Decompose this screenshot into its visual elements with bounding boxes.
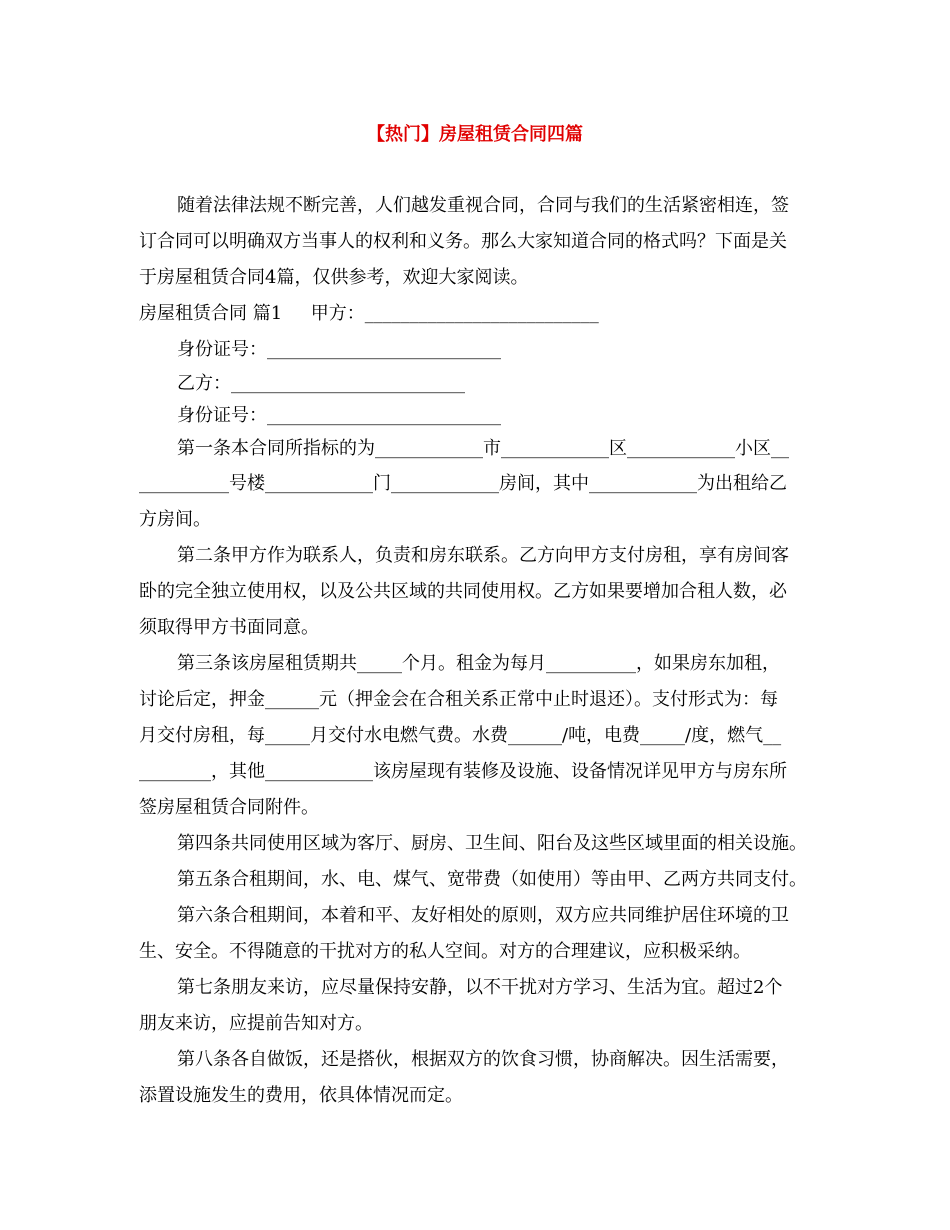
clause-line: 第五条合租期间，水、电、煤气、宽带费（如使用）等由甲、乙两方共同支付。 <box>177 869 807 890</box>
paragraph-line: 于房屋租赁合同4篇，仅供参考，欢迎大家阅读。 <box>139 267 529 288</box>
clause-line: 第六条合租期间，本着和平、友好相处的原则，双方应共同维护居住环境的卫 <box>177 905 789 926</box>
clause-line: 第七条朋友来访，应尽量保持安静，以不干扰对方学习、生活为宜。超过2个 <box>177 977 783 998</box>
paragraph-line: 随着法律法规不断完善，人们越发重视合同，合同与我们的生活紧密相连，签 <box>177 195 789 216</box>
clause-line: 第二条甲方作为联系人，负责和房东联系。乙方向甲方支付房租，享有房间客 <box>177 545 789 566</box>
clause-line: __________号楼____________门____________房间，其中____________为出租给乙 <box>139 473 787 494</box>
document-title: 【热门】房屋租赁合同四篇 <box>367 124 583 145</box>
clause-line: 朋友来访，应提前告知对方。 <box>139 1013 373 1034</box>
clause-line: 第一条本合同所指标的为____________市____________区____________小区__ <box>177 438 789 459</box>
clause-line: 添置设施发生的费用，依具体情况而定。 <box>139 1085 463 1106</box>
paragraph-line: 订合同可以明确双方当事人的权利和义务。那么大家知道合同的格式吗？下面是关 <box>139 231 787 252</box>
clause-line: ________，其他____________该房屋现有装修及设施、设备情况详见甲方与房东所 <box>139 761 787 782</box>
clause-line: 讨论后定，押金______元（押金会在合租关系正常中止时退还）。支付形式为：每 <box>139 689 778 710</box>
clause-line: 卧的完全独立使用权，以及公共区域的共同使用权。乙方如果要增加合租人数，必 <box>139 581 787 602</box>
clause-line: 月交付房租，每_____月交付水电燃气费。水费______/吨，电费_____/度，燃气__ <box>139 725 782 746</box>
id-number-line: 身份证号：__________________________ <box>177 339 501 360</box>
clause-line: 方房间。 <box>139 509 211 530</box>
clause-line: 生、安全。不得随意的干扰对方的私人空间。对方的合理建议，应积极采纳。 <box>139 941 751 962</box>
section-heading-line: 房屋租赁合同 篇1 甲方：__________________________ <box>139 303 599 324</box>
id-number-line: 身份证号：__________________________ <box>177 405 501 426</box>
clause-line: 签房屋租赁合同附件。 <box>139 797 319 818</box>
clause-line: 第四条共同使用区域为客厅、厨房、卫生间、阳台及这些区域里面的相关设施。 <box>177 833 807 854</box>
clause-line: 须取得甲方书面同意。 <box>139 617 319 638</box>
clause-line: 第八条各自做饭，还是搭伙，根据双方的饮食习惯，协商解决。因生活需要， <box>177 1049 789 1070</box>
party-b-line: 乙方：__________________________ <box>177 373 465 394</box>
clause-line: 第三条该房屋租赁期共_____个月。租金为每月__________，如果房东加租， <box>177 653 780 674</box>
